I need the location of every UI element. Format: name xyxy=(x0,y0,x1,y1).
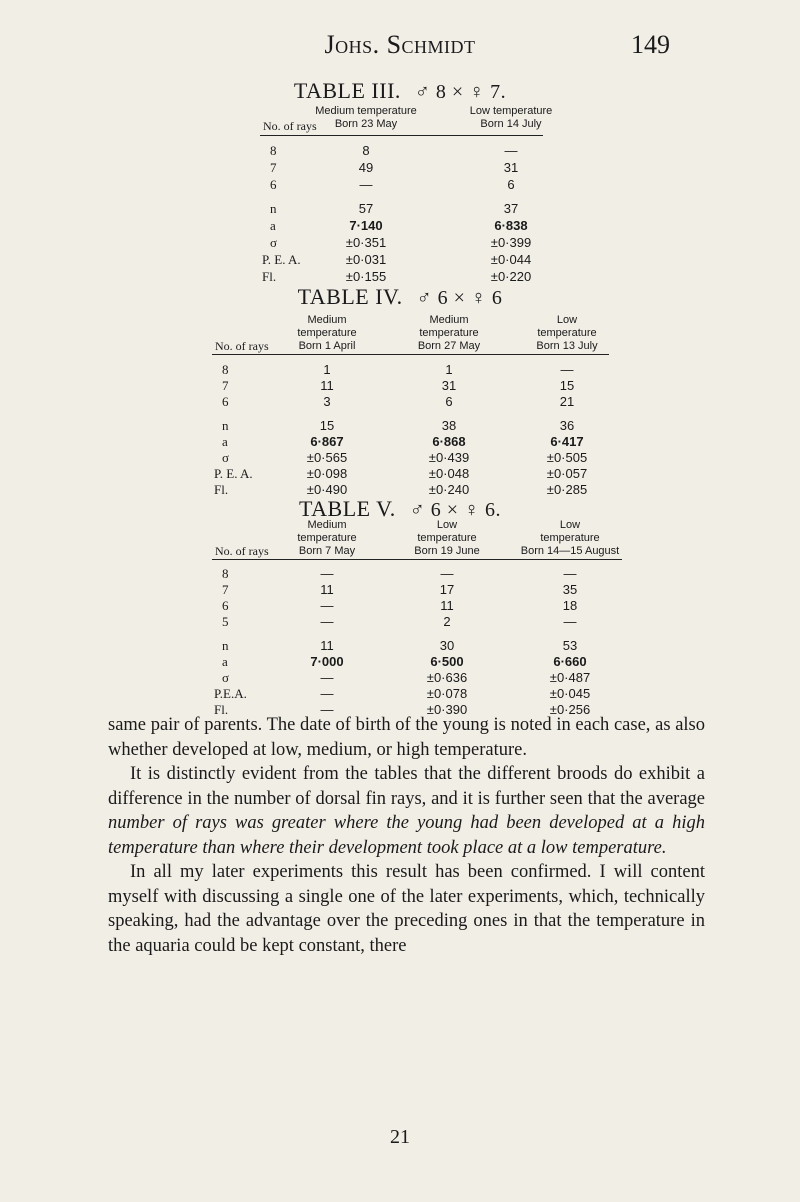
cell: 6·838 xyxy=(494,218,528,233)
header-rule xyxy=(260,135,543,136)
cell: ±0·057 xyxy=(546,466,588,481)
row-label: 5 xyxy=(222,614,229,629)
cell: 18 xyxy=(562,598,578,613)
paragraph: In all my later experiments this result has been confirmed. I will content myself with discussing a single one of the later experiments, which, technically speaking, had the advantage over the preceding ones in that the temperature in the aquaria could be kept constant, there xyxy=(108,862,705,956)
row-label: 7 xyxy=(270,160,277,175)
cell: 36 xyxy=(559,418,575,433)
col-header: Low temperature Born 14 July xyxy=(469,105,553,130)
cell: 15 xyxy=(319,418,335,433)
col-header: Low temperature Born 14—15 August xyxy=(520,519,620,557)
cell: 38 xyxy=(441,418,457,433)
row-label: 6 xyxy=(222,394,229,409)
cell: 30 xyxy=(439,638,455,653)
cell: ±0·031 xyxy=(345,252,387,267)
cell: 6·500 xyxy=(430,654,464,669)
cell: 3 xyxy=(323,394,331,409)
cell: — xyxy=(320,670,334,685)
header-rule xyxy=(212,559,622,560)
cell: 57 xyxy=(358,201,374,216)
cell: 21 xyxy=(559,394,575,409)
cell: ±0·044 xyxy=(490,252,532,267)
cell: — xyxy=(563,566,577,581)
cell: ±0·078 xyxy=(426,686,468,701)
cell: — xyxy=(320,614,334,629)
row-label-header: No. of rays xyxy=(215,544,269,558)
cell: ±0·045 xyxy=(549,686,591,701)
cell: — xyxy=(359,177,373,192)
cell: ±0·439 xyxy=(428,450,470,465)
cell: 6·660 xyxy=(553,654,587,669)
cell: 6·417 xyxy=(550,434,584,449)
cell: 1 xyxy=(323,362,331,377)
table-4-title xyxy=(0,284,800,310)
cell: ±0·351 xyxy=(345,235,387,250)
paragraph xyxy=(108,762,705,860)
stat-label: Fl. xyxy=(214,702,229,717)
cell: 31 xyxy=(503,160,519,175)
running-header xyxy=(0,30,800,70)
stat-label: P.E.A. xyxy=(214,686,247,701)
cell: — xyxy=(320,566,334,581)
cell: 6·867 xyxy=(310,434,344,449)
cell: 2 xyxy=(443,614,451,629)
cell: 6·868 xyxy=(432,434,466,449)
cell: ±0·487 xyxy=(549,670,591,685)
cell: 11 xyxy=(440,598,454,613)
cell: — xyxy=(560,362,574,377)
stat-label: σ xyxy=(222,450,230,465)
stat-label: Fl. xyxy=(214,482,229,497)
stat-label: a xyxy=(270,218,276,233)
row-label-header: No. of rays xyxy=(215,339,269,353)
stat-label: n xyxy=(270,201,277,216)
cell: 17 xyxy=(439,582,455,597)
row-label: 7 xyxy=(222,378,229,393)
cell: ±0·048 xyxy=(428,466,470,481)
cell: ±0·399 xyxy=(490,235,532,250)
cell: — xyxy=(563,614,577,629)
stat-label: n xyxy=(222,638,229,653)
cell: 53 xyxy=(562,638,578,653)
cell: ±0·565 xyxy=(306,450,348,465)
paragraph: same pair of parents. The date of birth of the young is noted in each case, as also whether developed at low, medium, or high temperature. xyxy=(108,715,705,760)
stat-label: Fl. xyxy=(262,269,277,284)
col-header: Medium temperature Born 7 May xyxy=(297,519,357,557)
row-label: 6 xyxy=(222,598,229,613)
row-label: 8 xyxy=(222,566,229,581)
emphasis-text: number of rays was greater where the young had been developed at a high temperature than where their development took place at a low temperature. xyxy=(108,813,705,858)
cell: 6 xyxy=(445,394,453,409)
cell: 31 xyxy=(441,378,457,393)
cell: ±0·505 xyxy=(546,450,588,465)
cell: — xyxy=(504,143,518,158)
cell: ±0·636 xyxy=(426,670,468,685)
paragraph-text: It is distinctly evident from the tables that the different broods do exhibit a difference in the number of dorsal fin rays, and it is further seen that the average xyxy=(108,764,705,809)
running-head-author: Johs. Schmidt xyxy=(324,30,476,59)
cell: 7·140 xyxy=(349,218,383,233)
stat-label: a xyxy=(222,654,228,669)
table-4-label: TABLE IV. xyxy=(297,284,403,309)
cell: — xyxy=(320,686,334,701)
header-rule xyxy=(212,354,609,355)
folio-number: 21 xyxy=(390,1126,410,1148)
cell: 35 xyxy=(562,582,578,597)
body-text xyxy=(108,713,705,958)
cell: ±0·256 xyxy=(549,702,591,717)
cell: — xyxy=(440,566,454,581)
table-3-label: TABLE III. xyxy=(293,78,401,103)
cell: 8 xyxy=(362,143,370,158)
cell: ±0·220 xyxy=(490,269,532,284)
cell: ±0·098 xyxy=(306,466,348,481)
stat-label: a xyxy=(222,434,228,449)
cell: 11 xyxy=(320,582,334,597)
cell: ±0·240 xyxy=(428,482,470,497)
row-label: 8 xyxy=(222,362,229,377)
col-header: Low temperature Born 13 July xyxy=(536,314,598,352)
cell: 11 xyxy=(320,378,334,393)
table-5-title xyxy=(0,496,800,522)
row-label: 6 xyxy=(270,177,277,192)
table-5-cross: ♂ 6 × ♀ 6. xyxy=(409,499,502,521)
cell: 6 xyxy=(507,177,515,192)
cell: ±0·390 xyxy=(426,702,468,717)
row-label: 8 xyxy=(270,143,277,158)
page-number: 149 xyxy=(631,30,670,59)
stat-label: σ xyxy=(222,670,230,685)
stat-label: n xyxy=(222,418,229,433)
cell: ±0·490 xyxy=(306,482,348,497)
col-header: Medium temperature Born 27 May xyxy=(417,314,481,352)
cell: 37 xyxy=(503,201,519,216)
table-5-label: TABLE V. xyxy=(298,496,396,521)
cell: ±0·155 xyxy=(345,269,387,284)
stat-label: P. E. A. xyxy=(262,252,301,267)
table-3-title xyxy=(0,78,800,104)
cell: 7·000 xyxy=(310,654,344,669)
cell: — xyxy=(320,702,334,717)
cell: 11 xyxy=(320,638,334,653)
stat-label: P. E. A. xyxy=(214,466,253,481)
row-label: 7 xyxy=(222,582,229,597)
stat-label: σ xyxy=(270,235,278,250)
col-header: Medium temperature Born 1 April xyxy=(297,314,357,352)
cell: 49 xyxy=(358,160,374,175)
row-label-header: No. of rays xyxy=(263,119,317,133)
cell: ±0·285 xyxy=(546,482,588,497)
table-4-cross: ♂ 6 × ♀ 6 xyxy=(416,287,503,309)
col-header: Low temperature Born 19 June xyxy=(414,519,480,557)
col-header: Medium temperature Born 23 May xyxy=(315,105,417,130)
table-3-cross: ♂ 8 × ♀ 7. xyxy=(414,81,507,103)
cell: — xyxy=(320,598,334,613)
cell: 1 xyxy=(445,362,453,377)
cell: 15 xyxy=(559,378,575,393)
